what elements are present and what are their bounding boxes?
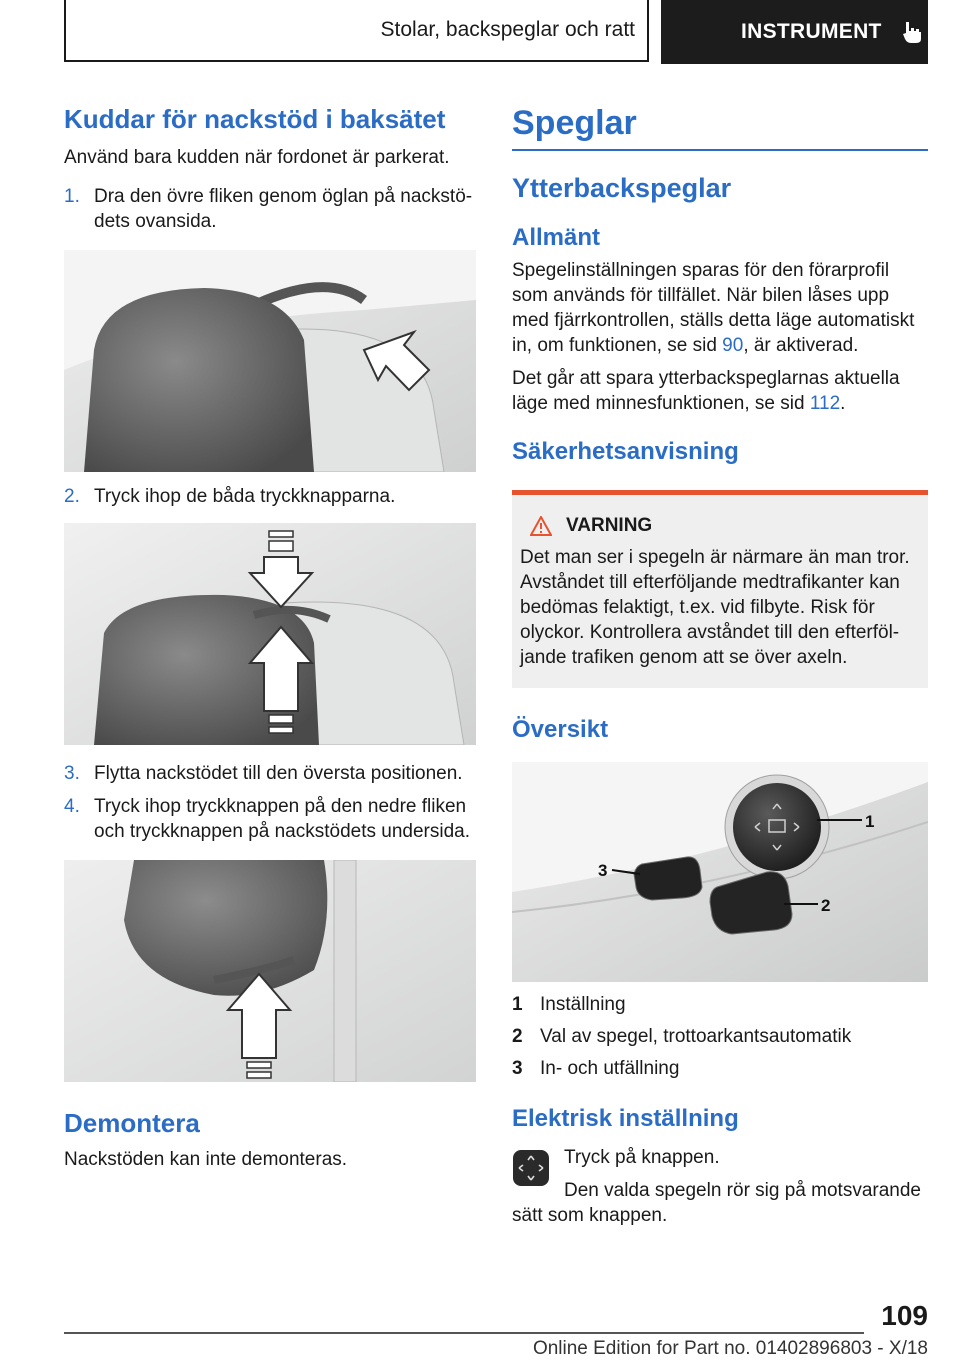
warning-title: VARNING: [566, 515, 653, 536]
step-text: Flytta nackstödet till den översta positionen.: [94, 763, 463, 784]
section-heading: Kuddar för nackstöd i baksätet: [64, 104, 446, 134]
chapter-heading-rule: [512, 104, 928, 151]
step-number: 3.: [64, 763, 80, 784]
pointing-hand-icon: [900, 19, 926, 45]
mirror-adjust-button-icon: [512, 1149, 550, 1192]
right-column: [512, 104, 928, 1228]
legend-number: 3: [512, 1058, 523, 1079]
electric-text-1: Tryck på knappen.: [564, 1147, 720, 1168]
step-item: [64, 484, 476, 509]
headrest-figure-1: [64, 250, 476, 472]
general-text: , är aktiverad.: [743, 335, 859, 356]
step-number: 4.: [64, 796, 80, 817]
page-header: [64, 0, 928, 66]
legend-text: Inställning: [540, 994, 626, 1015]
electric-block: [512, 1145, 928, 1228]
page-link-112[interactable]: 112: [809, 393, 841, 414]
general-text: .: [840, 393, 846, 414]
intro-text: Använd bara kudden när fordonet är parkerat.: [64, 147, 450, 168]
step-item: [64, 794, 476, 844]
left-column: [64, 104, 476, 1172]
legend-text: Val av spegel, trottoarkantsautomatik: [540, 1026, 852, 1047]
page-number: 109: [881, 1300, 928, 1331]
chapter-label: INSTRUMENT: [741, 20, 882, 43]
step-text: Tryck ihop tryckknappen på den nedre fliken och tryckknappen på nackstödets undersida.: [94, 796, 471, 842]
legend-text: In- och utfällning: [540, 1058, 680, 1079]
warning-box: [512, 490, 928, 688]
callout-1: 1: [865, 812, 875, 831]
step-text: Tryck ihop de båda tryckknapparna.: [94, 486, 396, 507]
step-number: 2.: [64, 486, 80, 507]
chapter-heading: Speglar: [512, 104, 637, 142]
subheading: Ytterbackspeglar: [512, 173, 732, 203]
remove-heading: Demontera: [64, 1108, 200, 1138]
callout-3: 3: [598, 861, 608, 880]
mirror-control-figure: [512, 762, 928, 982]
edition-text: Online Edition for Part no. 01402896803 - X/18: [532, 1338, 928, 1359]
safety-heading: Säkerhetsanvisning: [512, 438, 739, 465]
page-link-90[interactable]: 90: [722, 335, 744, 356]
callout-2: 2: [821, 896, 831, 915]
legend-item: [512, 1024, 928, 1049]
general-paragraph-2: [512, 366, 928, 416]
headrest-figure-2: [64, 523, 476, 745]
step-number: 1.: [64, 186, 80, 207]
remove-text: Nackstöden kan inte demonteras.: [64, 1149, 348, 1170]
general-text: Spegelinställningen sparas för den förarprofil som används för tillfället. När bilen låses upp med fjärrkontrollen, ställs detta läge automatiskt in, om funktionen, se sid: [512, 260, 915, 356]
step-item: [64, 184, 476, 234]
warning-text: Det man ser i spegeln är närmare än man tror. Avståndet till efterföljande medtrafikanter kan bedömas felaktigt, t.ex. vid filbyte. Risk för olyckor. Kontrollera avståndet till den efterföl-jande trafiken genom att se över axeln.: [520, 547, 910, 668]
legend-number: 1: [512, 994, 523, 1015]
footer-rule: [64, 1332, 864, 1334]
step-text: Dra den övre fliken genom öglan på nackstö-dets ovansida.: [94, 186, 473, 232]
legend-number: 2: [512, 1026, 523, 1047]
headrest-figure-3: [64, 860, 476, 1082]
legend-list: [512, 992, 928, 1081]
electric-text-2: Den valda spegeln rör sig på motsvarande sätt som knappen.: [512, 1180, 921, 1226]
legend-item: [512, 992, 928, 1017]
general-paragraph-1: [512, 258, 928, 358]
general-text: Det går att spara ytterbackspeglarnas aktuella läge med minnesfunktionen, se sid: [512, 368, 900, 414]
step-item: [64, 761, 476, 786]
overview-heading: Översikt: [512, 716, 609, 743]
section-title: Stolar, backspeglar och ratt: [64, 0, 649, 62]
general-heading: Allmänt: [512, 224, 601, 251]
legend-item: [512, 1056, 928, 1081]
chapter-tab[interactable]: [661, 0, 928, 64]
electric-heading: Elektrisk inställning: [512, 1105, 739, 1132]
warning-triangle-icon: [530, 516, 552, 536]
warning-header: [530, 515, 920, 537]
